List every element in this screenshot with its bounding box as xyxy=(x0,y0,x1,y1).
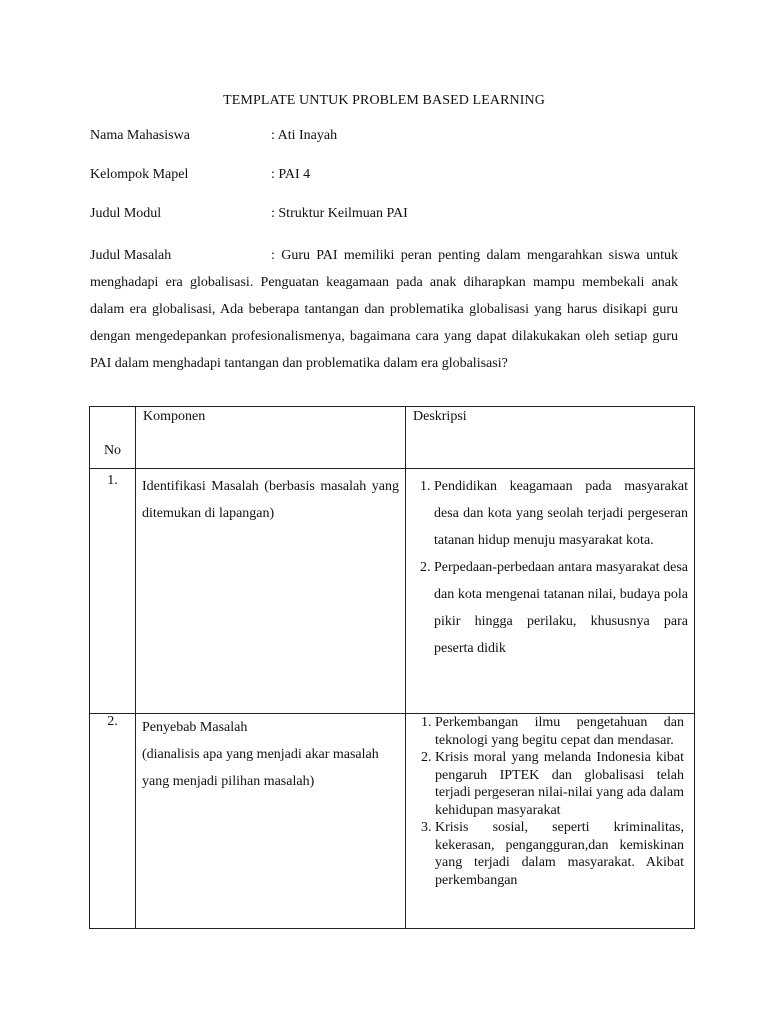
row-deskripsi xyxy=(406,469,695,714)
table-header-row xyxy=(90,407,695,469)
deskripsi-list xyxy=(414,473,688,662)
deskripsi-list xyxy=(410,714,684,889)
field-label: Kelompok Mapel xyxy=(90,167,189,182)
header-deskripsi: Deskripsi xyxy=(406,407,695,469)
list-item: 2. Perpedaan-perbedaan antara masyarakat desa dan kota mengenai tatanan nilai, budaya pola pikir hingga perilaku, khususnya para peserta didik xyxy=(434,554,688,662)
list-item: 1. Pendidikan keagamaan pada masyarakat desa dan kota yang seolah terjadi pergeseran tatanan hidup menuju masyarakat kota. xyxy=(434,473,688,554)
komponen-subtitle: (dianalisis apa yang menjadi akar masalah yang menjadi pilihan masalah) xyxy=(142,747,379,789)
field-label: Judul Modul xyxy=(90,206,162,221)
judul-masalah-paragraph xyxy=(90,242,678,377)
row-komponen xyxy=(136,714,406,929)
row-deskripsi xyxy=(406,714,695,929)
judul-masalah-text: : Guru PAI memiliki peran penting dalam mengarahkan siswa untuk menghadapi era globalisasi. Penguatan keagamaan pada anak diharapkan mampu membekali anak dalam era globalisasi, Ada beberapa tantangan dan problematika globalisasi yang harus disikapi guru dengan mengedepankan profesionalismenya, bagaimana cara yang dapat dilakukakan oleh setiap guru PAI dalam menghadapi tantangan dan problematika dalam era globalisasi? xyxy=(90,248,678,371)
document-title: TEMPLATE UNTUK PROBLEM BASED LEARNING xyxy=(223,93,545,108)
list-item: 3. Krisis sosial, seperti kriminalitas, kekerasan, pengangguran,dan kemiskinan yang terjadi dalam masyarakat. Akibat perkembangan xyxy=(435,819,684,889)
header-komponen: Komponen xyxy=(136,407,406,469)
list-item: 1. Perkembangan ilmu pengetahuan dan teknologi yang begitu cepat dan mendasar. xyxy=(435,714,684,749)
field-value: : PAI 4 xyxy=(271,167,311,182)
komponen-title: Penyebab Masalah xyxy=(142,720,248,735)
row-number: 1. xyxy=(90,469,136,714)
row-number: 2. xyxy=(90,714,136,929)
header-no: No xyxy=(90,407,136,469)
list-item: 2. Krisis moral yang melanda Indonesia kibat pengaruh IPTEK dan globalisasi telah terjadi pergeseran nilai-nilai yang ada dalam kehidupan masyarakat xyxy=(435,749,684,819)
komponen-title: Identifikasi Masalah (berbasis masalah yang ditemukan di lapangan) xyxy=(142,479,399,521)
row-komponen xyxy=(136,469,406,714)
table-row xyxy=(90,469,695,714)
field-value: : Struktur Keilmuan PAI xyxy=(271,206,408,221)
problem-table xyxy=(89,406,695,929)
judul-masalah-label: Judul Masalah xyxy=(90,248,172,263)
field-label: Nama Mahasiswa xyxy=(90,128,190,143)
table-row xyxy=(90,714,695,929)
field-value: : Ati Inayah xyxy=(271,128,338,143)
